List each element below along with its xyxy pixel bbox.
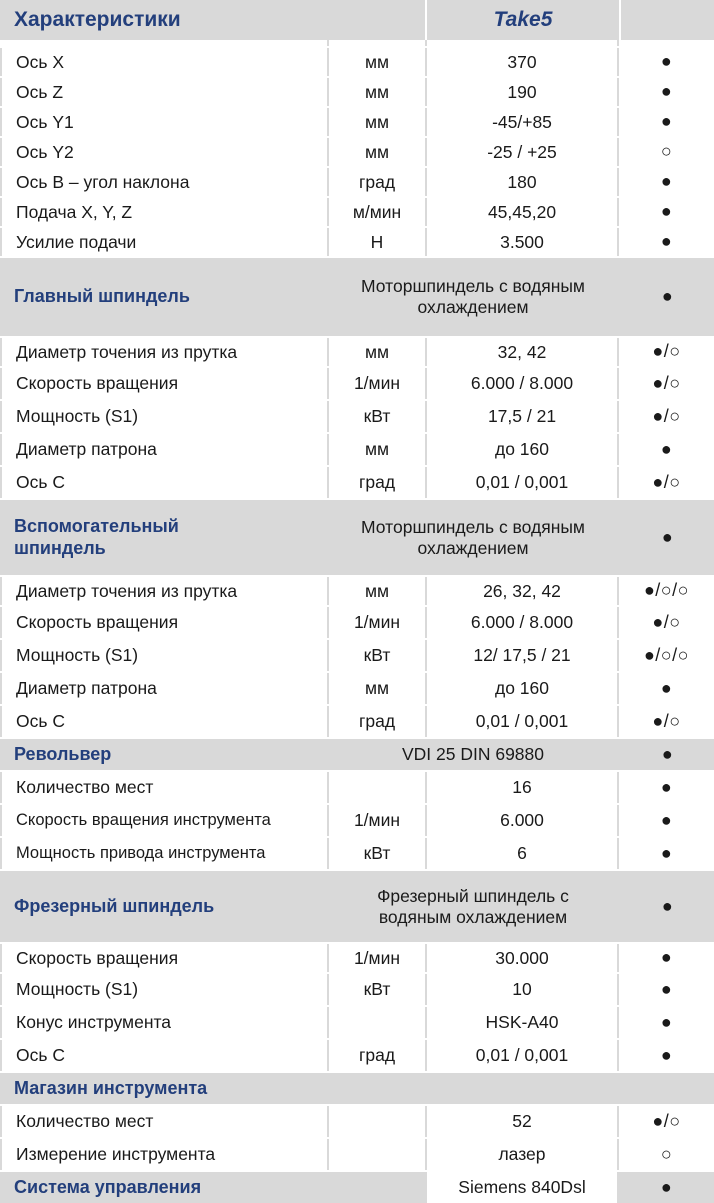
section-magazine [0,1071,714,1104]
param-value: 180 [425,168,617,196]
param-unit [327,1007,425,1038]
section-main-spindle [0,256,714,336]
param-value: 30.000 [425,944,617,972]
availability-mark: ● [617,1007,714,1038]
param-name: Диаметр точения из прутка [0,577,327,605]
param-value: 16 [425,772,617,803]
header-gap [0,40,714,46]
table-row [0,46,714,76]
param-unit: кВт [327,640,425,671]
availability-mark: ● [619,500,714,575]
param-unit: град [327,706,425,737]
availability-mark: ● [619,258,714,336]
availability-mark: ● [617,228,714,256]
param-unit: мм [327,108,425,136]
section-sub-spindle [0,498,714,575]
param-name: Мощность (S1) [0,974,327,1005]
param-value: 10 [425,974,617,1005]
availability-mark: ○ [617,138,714,166]
param-name: Диаметр патрона [0,434,327,465]
availability-mark: ● [617,944,714,972]
table-row [0,336,714,366]
table-row [0,836,714,869]
section-value: Моторшпиндель с водяным охлаждением [327,500,619,575]
section-control [0,1170,714,1203]
table-row [0,76,714,106]
param-value: 32, 42 [425,338,617,366]
param-name: Количество мест [0,772,327,803]
section-title: Магазин инструмента [0,1073,425,1104]
param-value: 6 [425,838,617,869]
param-value: лазер [425,1139,617,1170]
table-row [0,638,714,671]
param-name: Измерение инструмента [0,1139,327,1170]
table-header [0,0,714,40]
param-unit: град [327,1040,425,1071]
param-name: Количество мест [0,1106,327,1137]
availability-mark: ○ [617,1139,714,1170]
table-row [0,803,714,836]
param-name: Подача X, Y, Z [0,198,327,226]
param-name: Мощность привода инструмента [0,838,327,869]
param-unit: Н [327,228,425,256]
param-unit [327,772,425,803]
param-value: 26, 32, 42 [425,577,617,605]
table-row [0,704,714,737]
availability-mark: ● [617,974,714,1005]
param-name: Ось X [0,48,327,76]
section-value: Фрезерный шпиндель с водяным охлаждением [327,871,619,942]
param-unit: 1/мин [327,607,425,638]
param-value: 190 [425,78,617,106]
param-unit: кВт [327,401,425,432]
section-title: Вспомогательный шпиндель [0,500,327,575]
availability-mark: ●/○ [617,1106,714,1137]
availability-mark: ● [617,805,714,836]
availability-mark: ●/○/○ [617,577,714,605]
param-name: Ось C [0,467,327,498]
table-row [0,770,714,803]
availability-mark: ●/○ [617,338,714,366]
table-row [0,366,714,399]
gap-cell [327,40,425,46]
param-value: 6.000 / 8.000 [425,607,617,638]
availability-mark: ●/○ [617,401,714,432]
table-row [0,1104,714,1137]
param-value: -25 / +25 [425,138,617,166]
availability-mark: ● [617,1040,714,1071]
param-name: Ось C [0,706,327,737]
param-value: 17,5 / 21 [425,401,617,432]
param-value: 6.000 / 8.000 [425,368,617,399]
param-name: Мощность (S1) [0,401,327,432]
param-value: до 160 [425,673,617,704]
param-unit: мм [327,48,425,76]
param-unit: кВт [327,838,425,869]
param-unit: град [327,168,425,196]
table-row [0,671,714,704]
availability-mark: ● [617,78,714,106]
table-row [0,942,714,972]
param-unit [327,1139,425,1170]
param-unit: мм [327,338,425,366]
param-unit: 1/мин [327,805,425,836]
param-name: Ось Y2 [0,138,327,166]
param-value: -45/+85 [425,108,617,136]
availability-mark: ● [617,1172,714,1203]
availability-mark: ● [617,48,714,76]
availability-mark: ●/○ [617,368,714,399]
availability-mark: ● [619,871,714,942]
section-title: Главный шпиндель [0,258,327,336]
availability-mark: ●/○/○ [617,640,714,671]
availability-mark: ●/○ [617,706,714,737]
param-name: Ось Z [0,78,327,106]
param-value: 370 [425,48,617,76]
param-value: 0,01 / 0,001 [425,1040,617,1071]
param-value: 45,45,20 [425,198,617,226]
table-row [0,106,714,136]
param-value: 52 [425,1106,617,1137]
section-milling-spindle [0,869,714,942]
availability-mark: ● [617,198,714,226]
section-value: Моторшпиндель с водяным охлаждением [327,258,619,336]
param-name: Диаметр патрона [0,673,327,704]
table-row [0,136,714,166]
table-row [0,1137,714,1170]
param-unit: м/мин [327,198,425,226]
header-spacer [327,0,425,40]
table-row [0,1038,714,1071]
header-model: Take5 [425,0,619,40]
header-title: Характеристики [0,0,327,40]
availability-mark: ●/○ [617,607,714,638]
availability-mark: ● [617,772,714,803]
section-turret [0,737,714,770]
section-value: Siemens 840Dsl [425,1172,617,1203]
param-name: Ось B – угол наклона [0,168,327,196]
table-row [0,605,714,638]
param-unit: кВт [327,974,425,1005]
table-row [0,575,714,605]
section-empty [425,1073,617,1104]
param-name: Скорость вращения [0,607,327,638]
availability-mark: ●/○ [617,467,714,498]
section-title: Система управления [0,1172,425,1203]
availability-mark: ● [617,838,714,869]
param-value: 6.000 [425,805,617,836]
param-name: Конус инструмента [0,1007,327,1038]
param-name: Ось C [0,1040,327,1071]
table-row [0,226,714,256]
param-unit: 1/мин [327,944,425,972]
table-row [0,196,714,226]
header-std [619,0,714,40]
param-unit: град [327,467,425,498]
param-unit: мм [327,434,425,465]
param-name: Скорость вращения [0,944,327,972]
param-name: Скорость вращения инструмента [0,805,327,836]
gap-cell [0,40,327,46]
gap-cell [617,40,714,46]
availability-mark: ● [617,434,714,465]
param-value: до 160 [425,434,617,465]
section-title: Револьвер [0,739,327,770]
section-value: VDI 25 DIN 69880 [327,739,619,770]
param-unit: мм [327,577,425,605]
gap-cell [425,40,617,46]
param-value: 0,01 / 0,001 [425,467,617,498]
availability-mark: ● [619,739,714,770]
table-row [0,465,714,498]
table-row [0,1005,714,1038]
param-value: 12/ 17,5 / 21 [425,640,617,671]
param-name: Диаметр точения из прутка [0,338,327,366]
table-row [0,972,714,1005]
param-name: Усилие подачи [0,228,327,256]
table-row [0,432,714,465]
section-title: Фрезерный шпиндель [0,871,327,942]
param-name: Скорость вращения [0,368,327,399]
param-unit: 1/мин [327,368,425,399]
availability-mark: ● [617,108,714,136]
param-unit: мм [327,138,425,166]
table-row [0,399,714,432]
availability-mark: ● [617,673,714,704]
param-value: 3.500 [425,228,617,256]
param-unit: мм [327,673,425,704]
param-unit [327,1106,425,1137]
param-value: HSK-A40 [425,1007,617,1038]
table-row [0,166,714,196]
param-value: 0,01 / 0,001 [425,706,617,737]
param-name: Мощность (S1) [0,640,327,671]
param-unit: мм [327,78,425,106]
availability-mark: ● [617,168,714,196]
section-empty [617,1073,714,1104]
param-name: Ось Y1 [0,108,327,136]
